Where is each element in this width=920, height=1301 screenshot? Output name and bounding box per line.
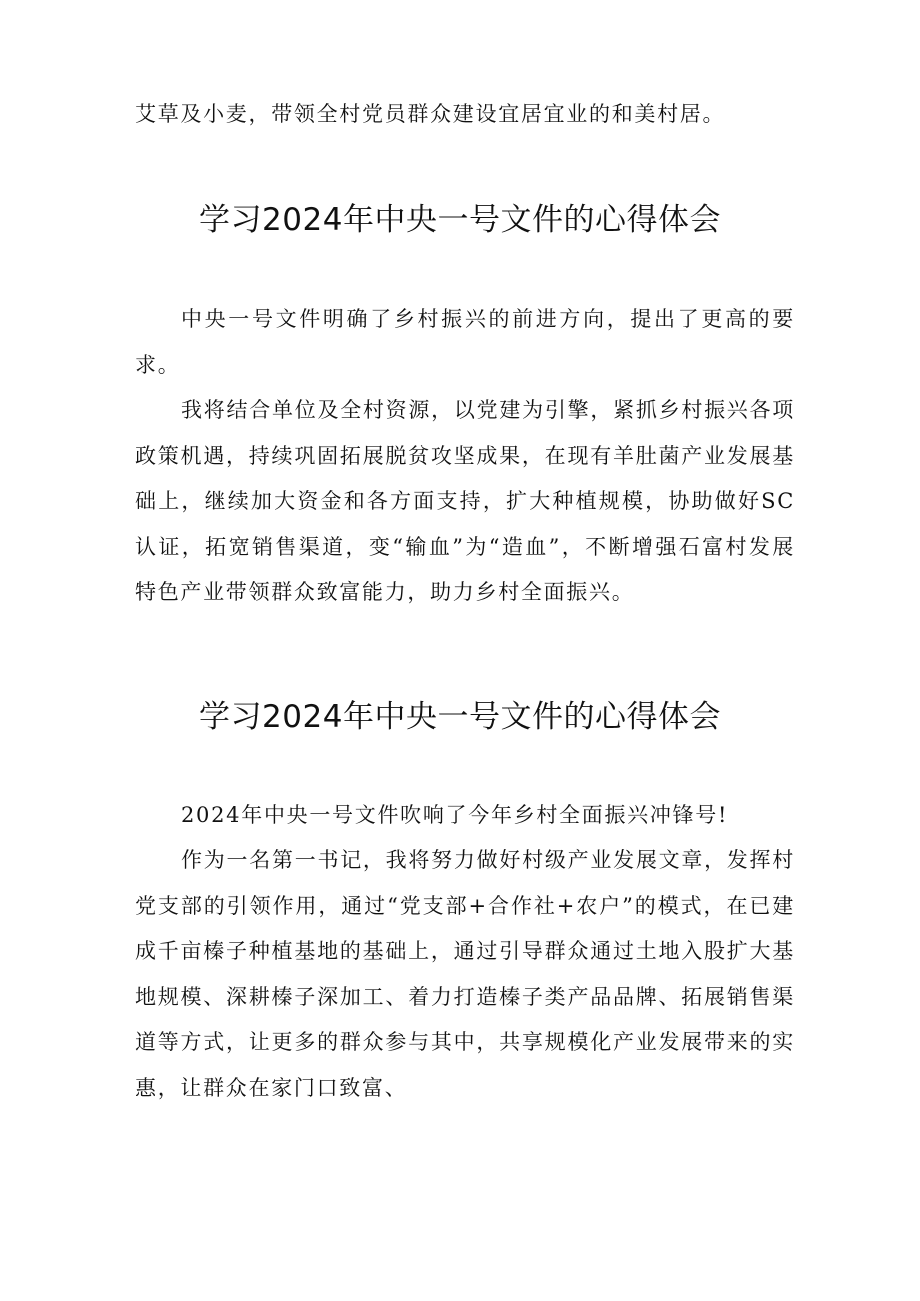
section-1-paragraph-1: 中央一号文件明确了乡村振兴的前进方向，提出了更高的要求。 xyxy=(135,307,795,377)
opening-paragraph: 艾草及小麦，带领全村党员群众建设宜居宜业的和美村居。 xyxy=(135,102,726,126)
section-2-paragraph-2: 作为一名第一书记，我将努力做好村级产业发展文章，发挥村党支部的引领作用，通过“党支部+合作社+农户”的模式，在已建成千亩榛子种植基地的基础上，通过引导群众通过土地入股扩大基地规模、深耕榛子深加工、着力打造榛子类产品品牌、拓展销售渠道等方式，让更多的群众参与其中，共享规模化产业发展带来的实惠，让群众在家门口致富、 xyxy=(135,848,795,1100)
section-1-paragraph-2: 我将结合单位及全村资源，以党建为引擎，紧抓乡村振兴各项政策机遇，持续巩固拓展脱贫攻坚成果，在现有羊肚菌产业发展基础上，继续加大资金和各方面支持，扩大种植规模，协助做好SC认证，拓宽销售渠道，变“输血”为“造血”，不断增强石富村发展特色产业带领群众致富能力，助力乡村全面振兴。 xyxy=(135,398,795,604)
section-2-title: 学习2024年中央一号文件的心得体会 xyxy=(199,699,721,735)
section-1-title: 学习2024年中央一号文件的心得体会 xyxy=(199,202,721,238)
section-2-paragraph-1: 2024年中央一号文件吹响了今年乡村全面振兴冲锋号! xyxy=(181,803,729,827)
